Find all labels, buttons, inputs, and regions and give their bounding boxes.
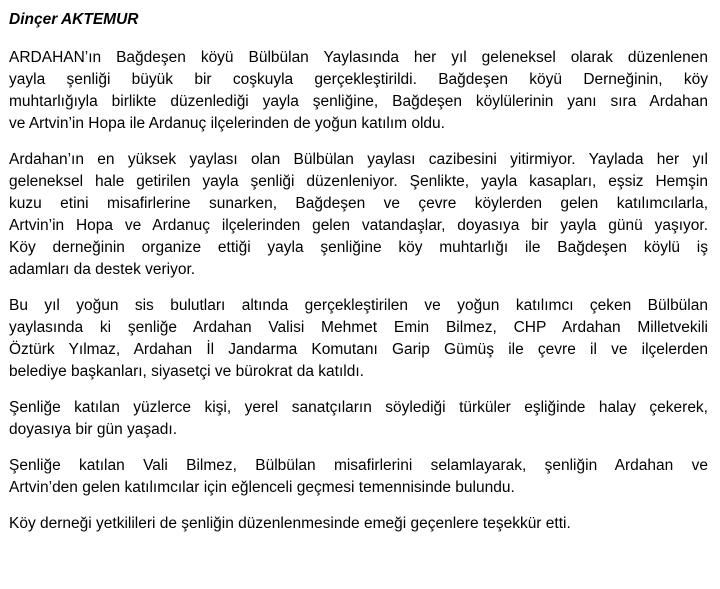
paragraph <box>9 455 708 499</box>
paragraph <box>9 295 708 383</box>
text-line: kuzu etini misafirlerine sunarken, Bağdeşen ve çevre köylerden gelen katılımcılarla, <box>9 195 708 212</box>
text-line: ve Artvin’in Hopa ile Ardanuç ilçelerinden de yoğun katılım oldu. <box>9 115 445 132</box>
text-line: Şenliğe katılan Vali Bilmez, Bülbülan misafirlerini selamlayarak, şenliğin Ardahan ve <box>9 457 708 474</box>
text-line: Köy derneğinin organize ettiği yayla şenliğine köy muhtarlığı ile Bağdeşen köylü iş <box>9 239 708 256</box>
text-line: Bu yıl yoğun sis bulutları altında gerçekleştirilen ve yoğun katılımcı çeken Bülbülan <box>9 297 708 314</box>
paragraph <box>9 47 708 135</box>
text-line: Artvin’in Hopa ve Ardanuç ilçelerinden gelen vatandaşlar, doyasıya bir yayla günü yaşıyor. <box>9 217 708 234</box>
text-line: yayla şenliği büyük bir coşkuyla gerçekleştirildi. Bağdeşen köyü Derneğinin, köy <box>9 71 708 88</box>
text-line: Köy derneği yetkilileri de şenliğin düzenlenmesinde emeği geçenlere teşekkür etti. <box>9 515 571 532</box>
text-line: belediye başkanları, siyasetçi ve bürokrat da katıldı. <box>9 363 364 380</box>
paragraph <box>9 513 708 535</box>
document <box>9 9 708 549</box>
text-line: Şenliğe katılan yüzlerce kişi, yerel sanatçıların söylediği türküler eşliğinde halay çekerek, <box>9 399 708 416</box>
paragraph <box>9 397 708 441</box>
text-line: doyasıya bir gün yaşadı. <box>9 421 178 438</box>
text-line: Öztürk Yılmaz, Ardahan İl Jandarma Komutanı Garip Gümüş ile çevre il ve ilçelerden <box>9 341 708 358</box>
article-body <box>9 47 708 535</box>
text-line: geleneksel hale getirilen yayla şenliği düzenleniyor. Şenlikte, yayla kasapları, eşsiz Hemşin <box>9 173 708 190</box>
author-name: Dinçer AKTEMUR <box>9 11 139 28</box>
text-line: Ardahan’ın en yüksek yaylası olan Bülbülan yaylası cazibesini yitirmiyor. Yaylada her yıl <box>9 151 708 168</box>
text-line: adamları da destek veriyor. <box>9 261 196 278</box>
text-line: yaylasında ki şenliğe Ardahan Valisi Mehmet Emin Bilmez, CHP Ardahan Milletvekili <box>9 319 708 336</box>
text-line: Artvin’den gelen katılımcılar için eğlenceli geçmesi temennisinde bulundu. <box>9 479 515 496</box>
paragraph <box>9 149 708 281</box>
text-line: muhtarlığıyla birlikte düzenlediği yayla şenliğine, Bağdeşen köylülerinin yanı sıra Ardahan <box>9 93 708 110</box>
text-line: ARDAHAN’ın Bağdeşen köyü Bülbülan Yaylasında her yıl geleneksel olarak düzenlenen <box>9 49 708 66</box>
